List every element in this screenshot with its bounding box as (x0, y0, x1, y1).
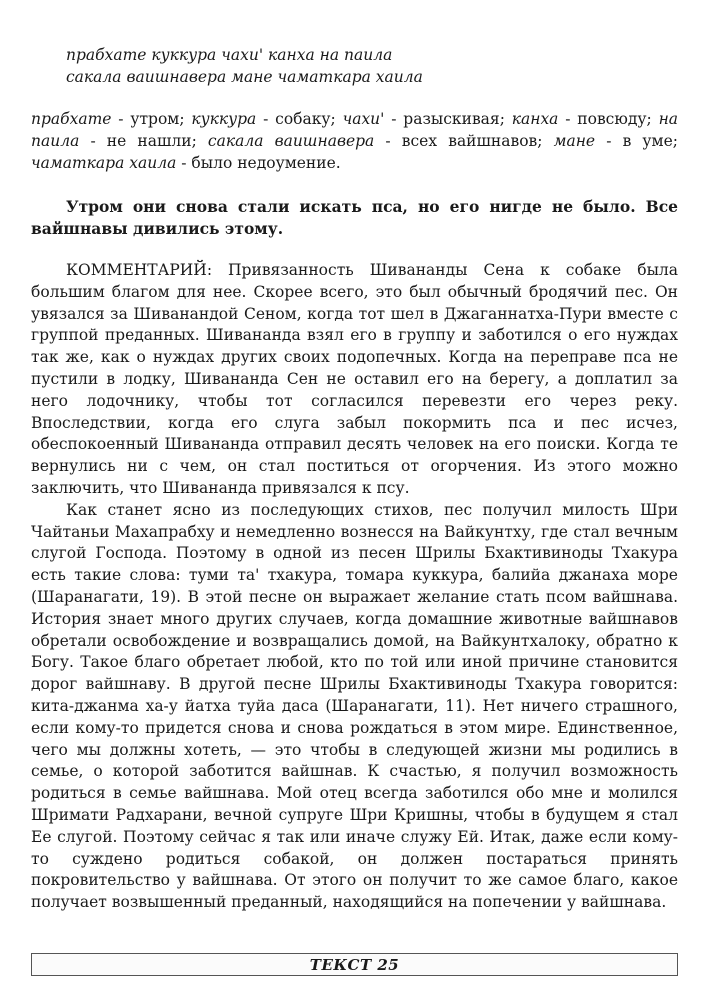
purport-paragraph-2: Как станет ясно из последующих стихов, пес получил милость Шри Чайтаньи Махапрабху и немедленно вознесся на Вайкунтху, где стал вечным слугой Господа. Поэтому в одной из песен Шрилы Бхактивиноды Тхакура есть такие слова: туми та' тхакура, томара куккура, балийа джанаха море (Шаранагати, 19). В этой песне он выражает желание стать псом вайшнава. История знает много других случаев, когда домашние животные вайшнавов обретали освобождение и возвращались домой, на Вайкунтхалоку, обратно к Богу. Такое благо обретает любой, кто по той или иной причине становится дорог вайшнаву. В другой песне Шрилы Бхактивиноды Тхакура говорится: кита-джанма ха-у йатха туйа даса (Шаранагати, 11). Нет ничего страшного, если кому-то придется снова и снова рождаться в этом мире. Единственное, чего мы должны хотеть, — это чтобы в следующей жизни мы родились в семье, о которой заботится вайшнав. К счастью, я получил возможность родиться в семье вайшнава. Мой отец всегда заботился обо мне и молился Шримати Радхарани, вечной супруге Шри Кришны, чтобы в будущем я стал Ее слугой. Поэтому сейчас я так или иначе служу Ей. Итак, даже если кому-то суждено родиться собакой, он должен постараться принять покровительство у вайшнава. От этого он получит то же самое благо, какое получает возвышенный преданный, находящийся на попечении у вайшнава. (31, 500, 678, 912)
verse-translation: Утром они снова стали искать пса, но его нигде не было. Все вайшнавы дивились этому. (31, 197, 678, 238)
next-text-label: ТЕКСТ 25 (309, 955, 400, 974)
synonym-word: чаматкара хаила (31, 154, 177, 172)
synonym-word: канха (511, 110, 559, 128)
synonym-meaning: - утром; (111, 110, 192, 128)
verse-line-1: прабхате куккура чахи' канха на паила (66, 46, 393, 64)
next-text-heading (31, 953, 678, 976)
word-for-word-synonyms (31, 108, 678, 174)
verse-transliteration (31, 44, 678, 88)
synonym-word: мане (553, 132, 596, 150)
purport-paragraph-1: КОММЕНТАРИЙ: Привязанность Шивананды Сена к собаке была большим благом для нее. Скорее всего, это был обычный бродячий пес. Он увязался за Шиванандой Сеном, когда тот шел в Джаганнатха-Пури вместе с группой преданных. Шивананда взял его в группу и заботился о его нуждах так же, как о нуждах других своих подопечных. Когда на переправе пса не пустили в лодку, Шивананда Сен не оставил его на берегу, а доплатил за него лодочнику, чтобы тот согласился перевезти его через реку. Впоследствии, когда его слуга забыл покормить пса и пес исчез, обеспокоенный Шивананда отправил десять человек на его поиски. Когда те вернулись ни с чем, он стал поститься от огорчения. Из этого можно заключить, что Шивананда привязался к псу. (31, 261, 678, 497)
synonym-meaning: - было недоумение. (176, 154, 341, 172)
document-page (31, 44, 678, 914)
synonym-meaning: - всех вайшнавов; (374, 132, 554, 150)
synonym-meaning: - разыскивая; (384, 110, 512, 128)
synonym-meaning: - не нашли; (79, 132, 208, 150)
synonym-meaning: - в уме; (595, 132, 678, 150)
synonym-meaning: - повсюду; (558, 110, 659, 128)
synonym-word: куккура (191, 110, 257, 128)
verse-line-2: сакала ваишнавера мане чаматкара хаила (66, 68, 423, 86)
synonym-word: сакала ваишнавера (207, 132, 375, 150)
synonym-word: прабхате (31, 110, 112, 128)
synonym-word: на паила (31, 110, 679, 150)
synonym-meaning: - собаку; (256, 110, 343, 128)
synonym-word: чахи' (342, 110, 385, 128)
